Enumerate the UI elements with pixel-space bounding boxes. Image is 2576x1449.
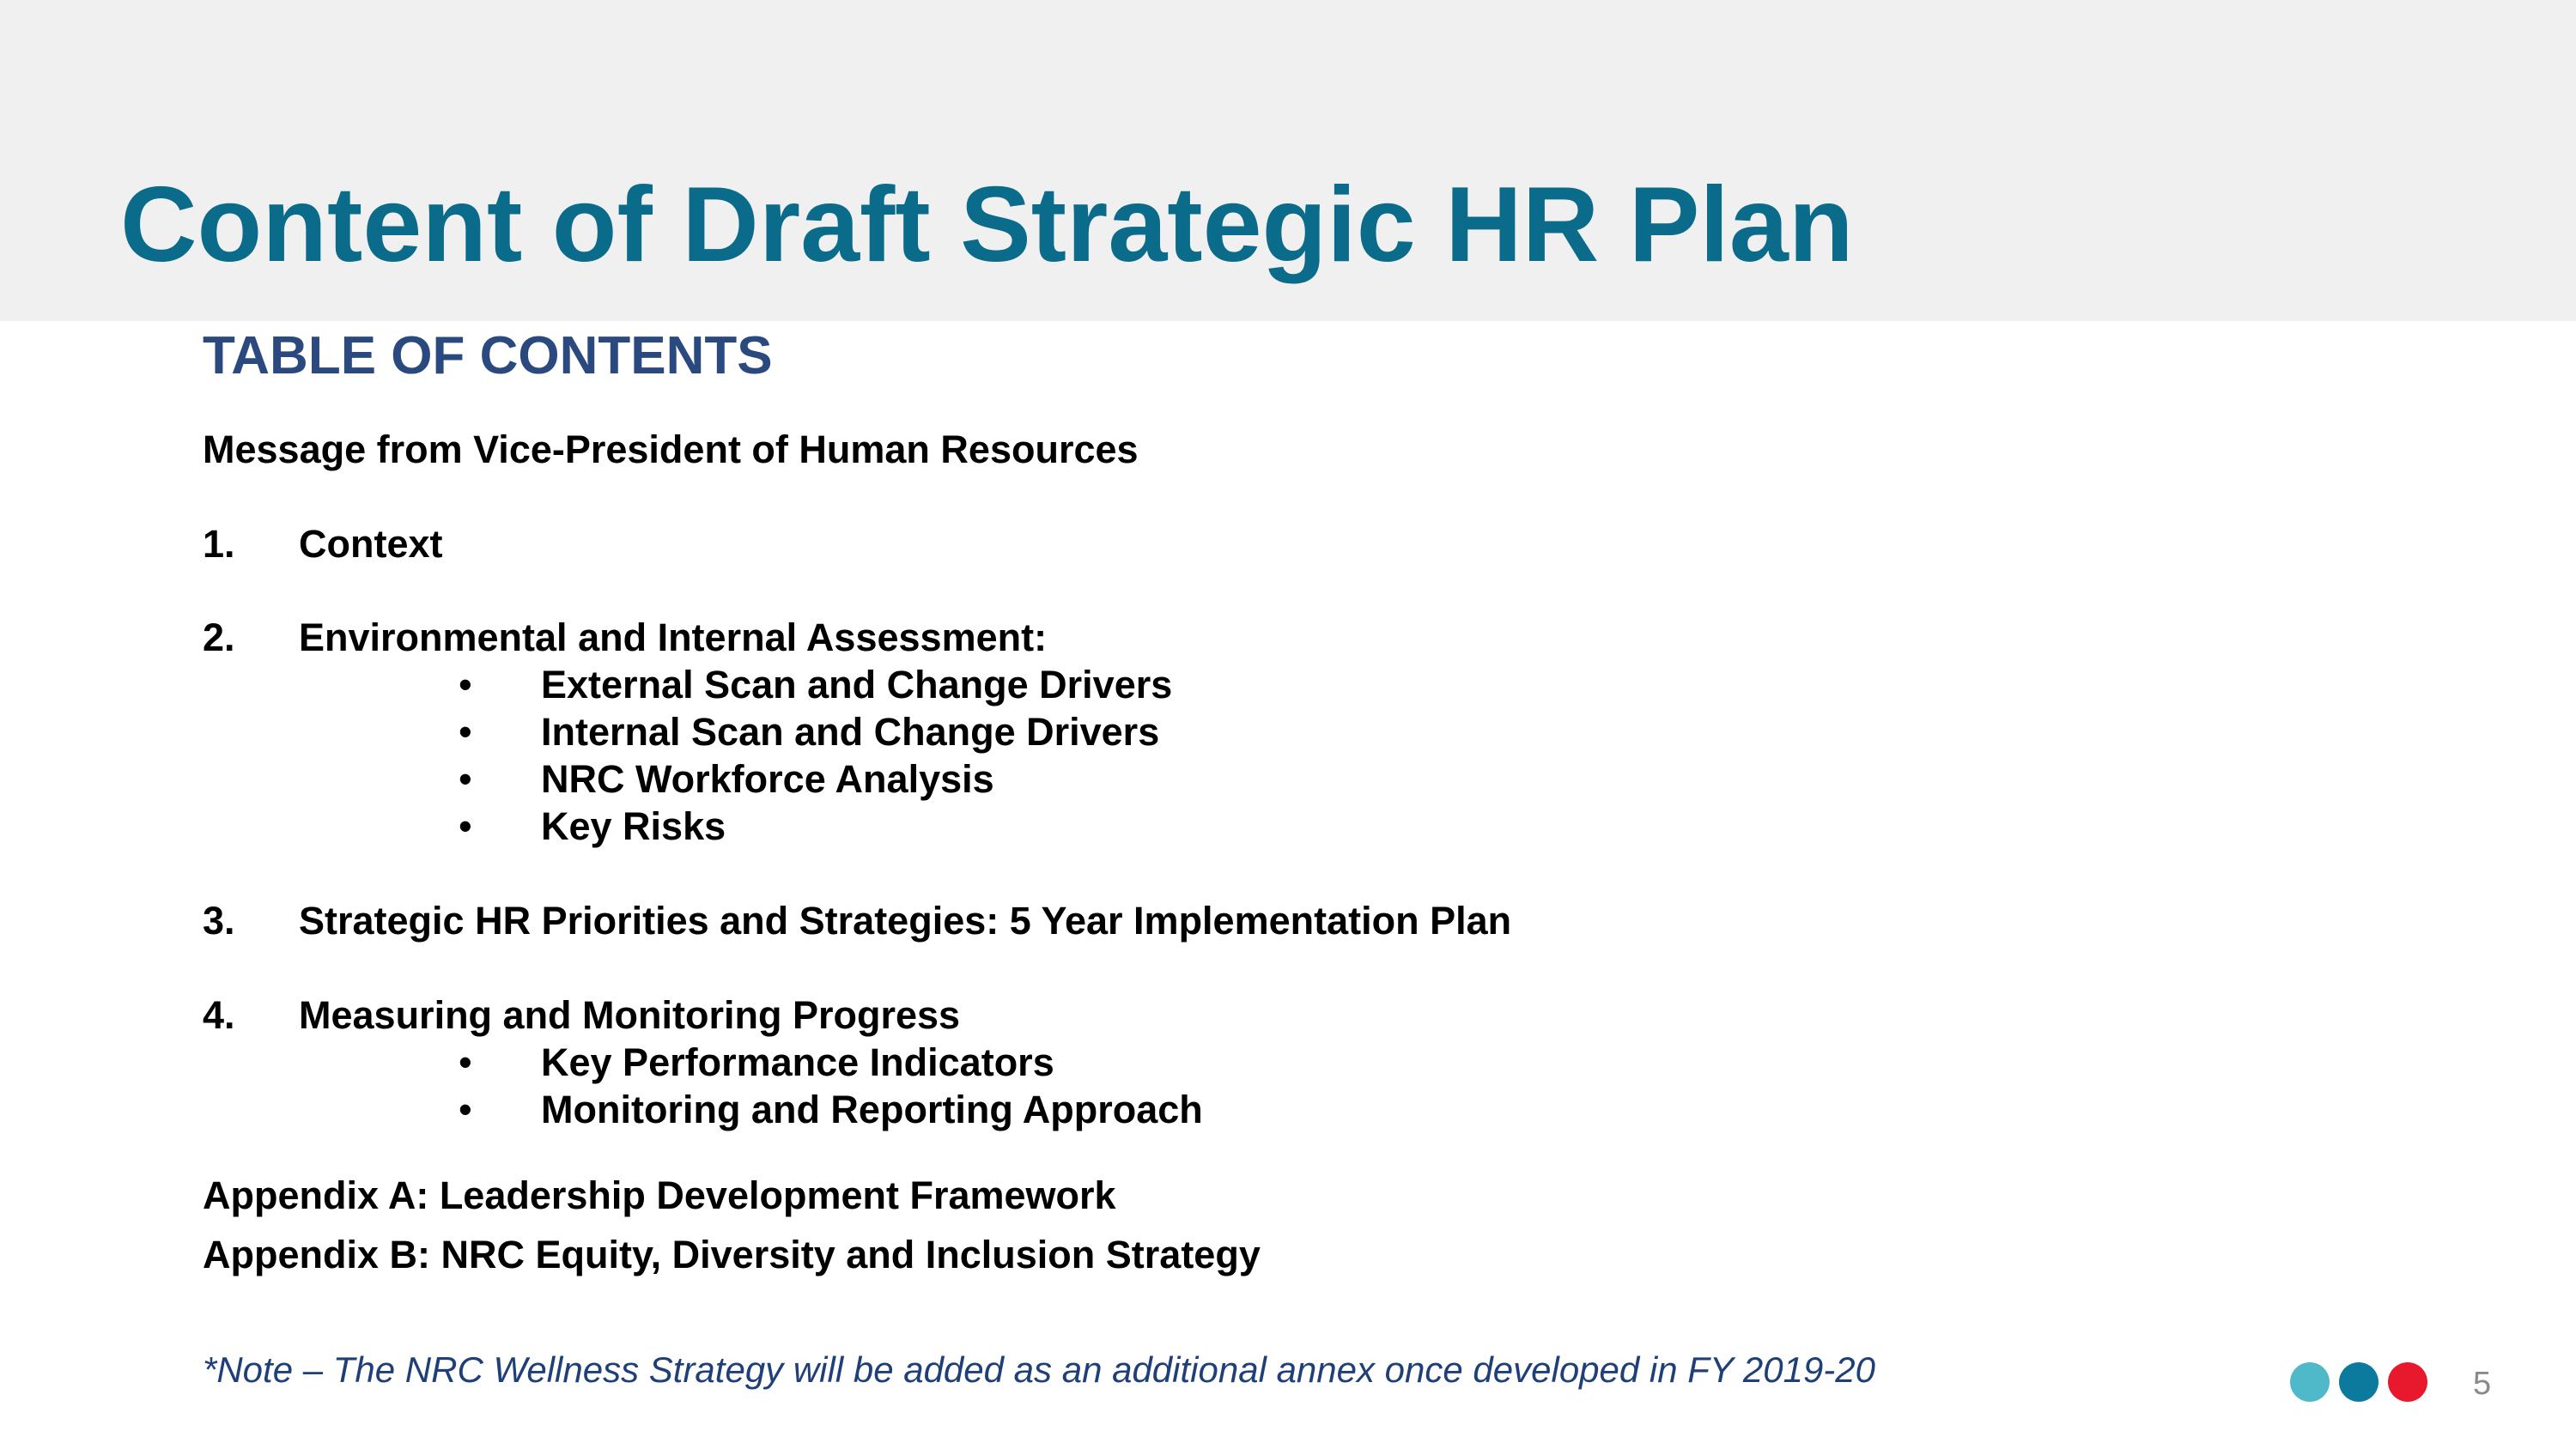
slide-title: Content of Draft Strategic HR Plan [120,166,1854,284]
toc-subitem-label: External Scan and Change Drivers [541,663,1173,706]
footnote-text: The NRC Wellness Strategy will be added as an additional annex once developed in FY 2019-20 [332,1349,1876,1390]
circle-red-icon [2388,1362,2427,1402]
toc-message: Message from Vice-President of Human Resources [203,427,1139,471]
toc-section-number: 3. [203,899,235,943]
toc-subitem-label: Internal Scan and Change Drivers [541,710,1160,754]
toc-appendix-a: Appendix A: Leadership Development Framework [203,1173,1116,1217]
toc-appendix-b: Appendix B: NRC Equity, Diversity and Inclusion Strategy [203,1233,1261,1276]
toc-subitem-label: Key Risks [541,804,726,848]
page-number: 5 [2473,1366,2492,1402]
toc-section-number: 1. [203,522,235,566]
bullet-icon: • [459,1088,472,1131]
bullet-icon: • [459,710,472,754]
toc-subitem-label: NRC Workforce Analysis [541,757,994,801]
bullet-icon: • [459,804,472,848]
bullet-icon: • [459,1040,472,1084]
toc-heading: TABLE OF CONTENTS [203,326,773,385]
circle-dark-teal-icon [2339,1362,2379,1402]
toc-section-number: 4. [203,993,235,1037]
toc-section-label: Strategic HR Priorities and Strategies: 5 Year Implementation Plan [299,899,1512,943]
circle-light-teal-icon [2290,1362,2330,1402]
toc-section-label: Measuring and Monitoring Progress [299,993,961,1037]
bullet-icon: • [459,663,472,706]
toc-section-label: Environmental and Internal Assessment: [299,615,1048,659]
footnote-label: *Note [203,1349,294,1390]
toc-section-number: 2. [203,615,235,659]
footnote [203,1348,1875,1392]
toc-subitem-label: Monitoring and Reporting Approach [541,1088,1203,1131]
bullet-icon: • [459,757,472,801]
toc-section-label: Context [299,522,443,566]
footnote-dash: – [302,1349,324,1390]
toc-subitem-label: Key Performance Indicators [541,1040,1054,1084]
